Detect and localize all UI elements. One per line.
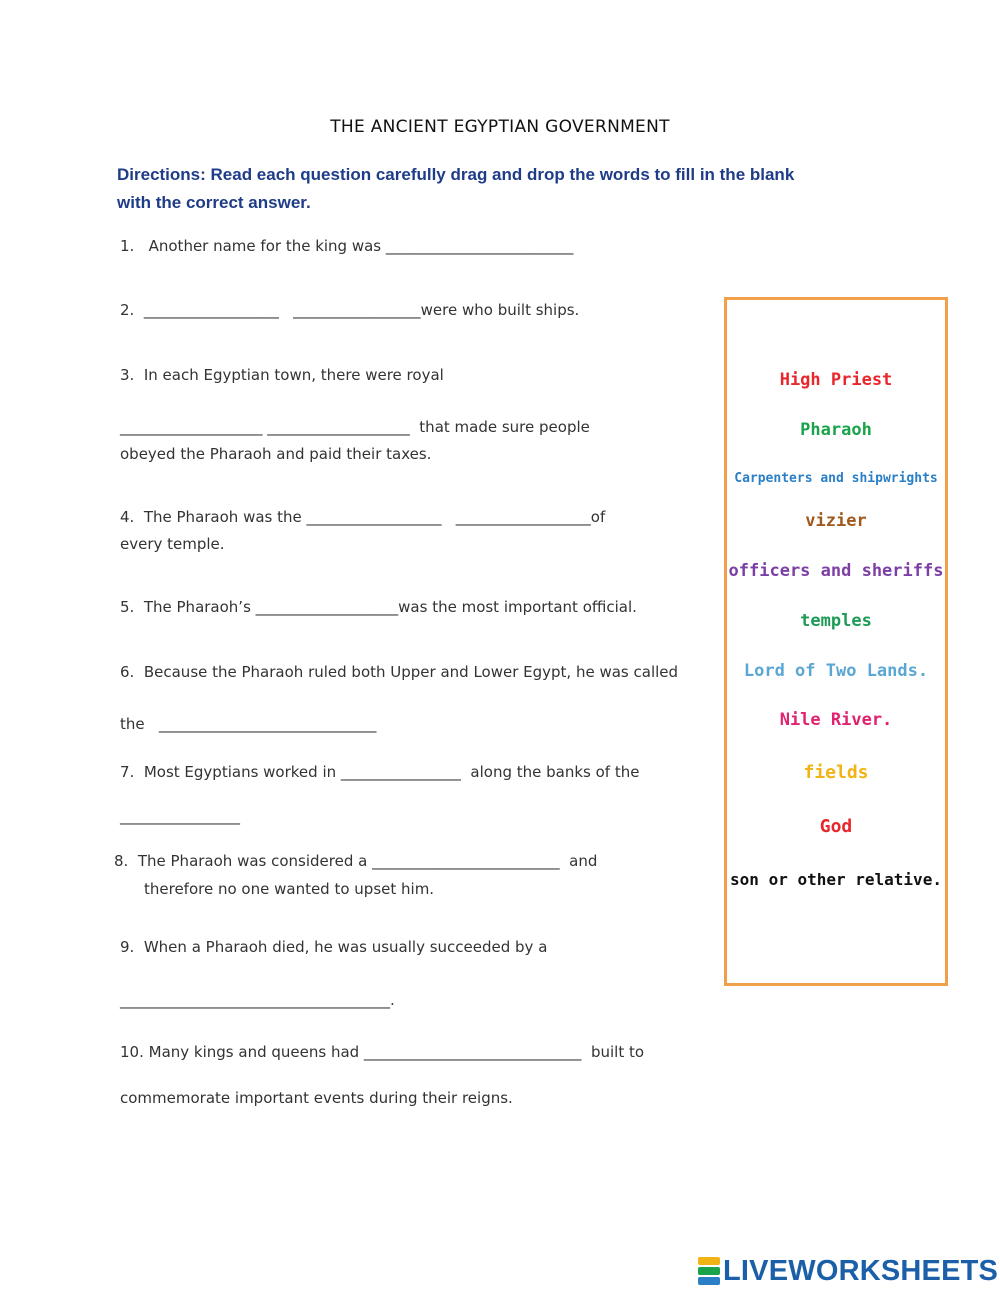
word-son-or-other-relative[interactable]: son or other relative. xyxy=(730,870,942,889)
question-8-line-2: therefore no one wanted to upset him. xyxy=(144,880,435,898)
directions xyxy=(117,161,837,217)
liveworksheets-logo[interactable] xyxy=(698,1254,998,1288)
question-3-line-3: obeyed the Pharaoh and paid their taxes. xyxy=(120,445,432,463)
question-7[interactable]: 7. Most Egyptians worked in ________________ along the banks of the xyxy=(120,763,640,781)
word-pharaoh[interactable]: Pharaoh xyxy=(800,420,872,440)
word-high-priest[interactable]: High Priest xyxy=(779,370,893,390)
question-3-line-1: 3. In each Egyptian town, there were royal xyxy=(120,366,444,384)
worksheet-title: THE ANCIENT EGYPTIAN GOVERNMENT xyxy=(330,117,670,137)
word-nile-river[interactable]: Nile River. xyxy=(779,710,893,730)
directions-line-1: Directions: Read each question carefully drag and drop the words to fill in the blank xyxy=(117,165,795,184)
word-bank xyxy=(724,297,948,986)
question-9-blank[interactable]: ____________________________________. xyxy=(120,991,395,1009)
word-lord-of-two-lands[interactable]: Lord of Two Lands. xyxy=(743,661,929,681)
question-4[interactable]: 4. The Pharaoh was the __________________ __________________of xyxy=(120,508,606,526)
word-temples[interactable]: temples xyxy=(800,611,872,631)
question-5[interactable]: 5. The Pharaoh’s ___________________was the most important official. xyxy=(120,598,637,616)
question-8[interactable]: 8. The Pharaoh was considered a _________________________ and xyxy=(114,852,598,870)
word-officers-and-sheriffs[interactable]: officers and sheriffs xyxy=(728,561,944,581)
word-carpenters-and-shipwrights[interactable]: Carpenters and shipwrights xyxy=(734,471,938,486)
question-10[interactable]: 10. Many kings and queens had _____________________________ built to xyxy=(120,1043,645,1061)
liveworksheets-logo-text: LIVEWORKSHEETS xyxy=(723,1254,999,1287)
liveworksheets-logo-icon xyxy=(698,1257,720,1285)
question-2[interactable]: 2. __________________ _________________were who built ships. xyxy=(120,301,580,319)
directions-line-2: with the correct answer. xyxy=(117,193,311,212)
question-9-line-1: 9. When a Pharaoh died, he was usually succeeded by a xyxy=(120,938,548,956)
word-god[interactable]: God xyxy=(819,816,853,837)
question-6-line-1: 6. Because the Pharaoh ruled both Upper and Lower Egypt, he was called xyxy=(120,663,679,681)
question-4-line-2: every temple. xyxy=(120,535,225,553)
question-6-blank[interactable]: the _____________________________ xyxy=(120,715,377,733)
question-10-line-2: commemorate important events during their reigns. xyxy=(120,1089,513,1107)
word-fields[interactable]: fields xyxy=(803,762,869,783)
question-3-blanks[interactable]: ___________________ ___________________ that made sure people xyxy=(120,418,590,436)
question-1[interactable]: 1. Another name for the king was _________________________ xyxy=(120,237,574,255)
word-vizier[interactable]: vizier xyxy=(805,511,867,531)
question-7-blank[interactable]: ________________ xyxy=(120,807,240,825)
